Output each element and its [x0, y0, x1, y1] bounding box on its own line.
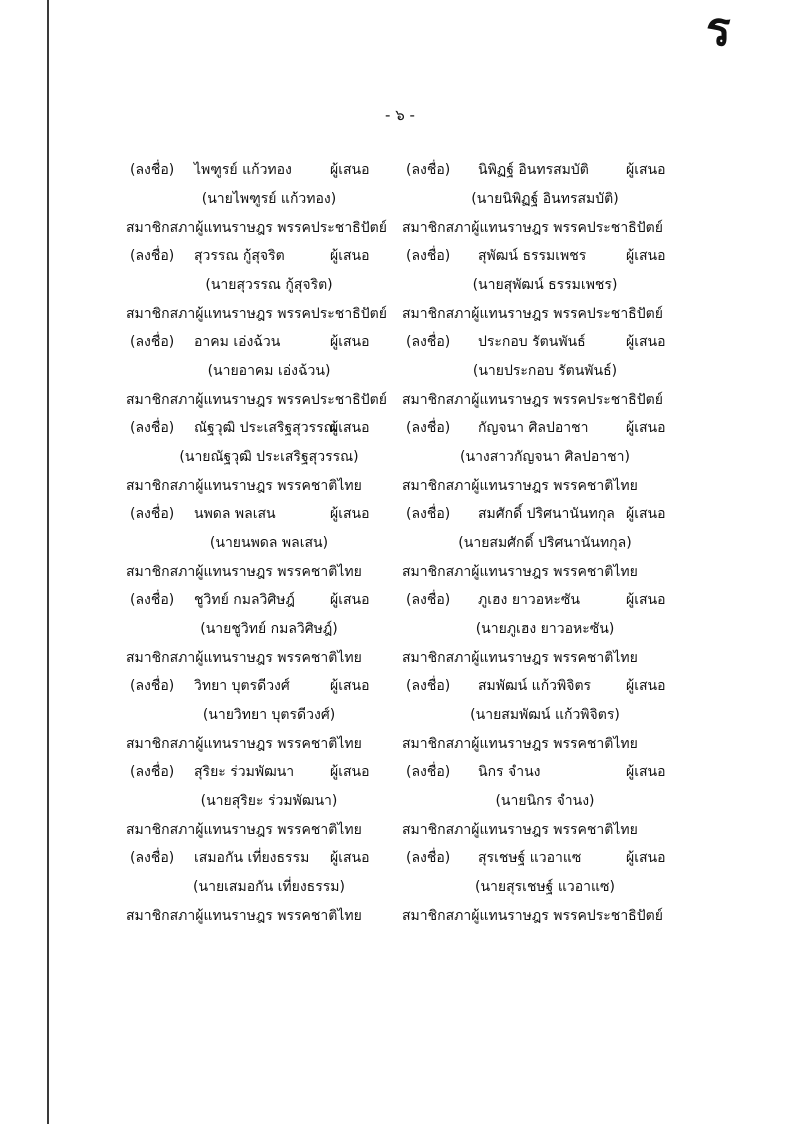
signer-full-name: (นายนพดล พลเสน) — [209, 535, 329, 551]
signer-name: นพดล พลเสน — [194, 506, 276, 522]
sign-tag: (ลงชื่อ) — [130, 678, 175, 694]
sign-tag: (ลงชื่อ) — [130, 506, 175, 522]
signer-full-name: (นายไพฑูรย์ แก้วทอง) — [201, 191, 337, 207]
signatory-block — [124, 249, 414, 335]
member-affiliation: สมาชิกสภาผู้แทนราษฎร พรรคชาติไทย — [126, 736, 362, 752]
signer-role: ผู้เสนอ — [626, 162, 666, 178]
signatory-block — [124, 421, 414, 507]
page-number: - ๖ - — [385, 106, 415, 124]
signer-full-name: (นายสุวรรณ กู้สุจริต) — [205, 277, 333, 293]
signer-name: สุพัฒน์ ธรรมเพชร — [478, 248, 587, 264]
member-affiliation: สมาชิกสภาผู้แทนราษฎร พรรคประชาธิปัตย์ — [402, 908, 663, 924]
sign-tag: (ลงชื่อ) — [130, 764, 175, 780]
signer-role: ผู้เสนอ — [330, 248, 370, 264]
signatory-block — [124, 507, 414, 593]
member-affiliation: สมาชิกสภาผู้แทนราษฎร พรรคชาติไทย — [126, 564, 362, 580]
signer-name: ณัฐวุฒิ ประเสริฐสุวรรณ — [194, 420, 337, 436]
signer-name: สุรเชษฐ์ แวอาแซ — [478, 850, 582, 866]
page-margin-line — [47, 0, 49, 1124]
signer-name: ภูเฮง ยาวอหะซัน — [478, 592, 580, 608]
member-affiliation: สมาชิกสภาผู้แทนราษฎร พรรคชาติไทย — [402, 736, 638, 752]
member-affiliation: สมาชิกสภาผู้แทนราษฎร พรรคชาติไทย — [402, 478, 638, 494]
member-affiliation: สมาชิกสภาผู้แทนราษฎร พรรคประชาธิปัตย์ — [126, 392, 387, 408]
signer-name: อาคม เอ่งฉ้วน — [194, 334, 281, 350]
signer-name: เสมอกัน เที่ยงธรรม — [194, 850, 310, 866]
signer-full-name: (นายสุรเชษฐ์ แวอาแซ) — [475, 879, 615, 895]
signer-name: ไพฑูรย์ แก้วทอง — [194, 162, 292, 178]
signer-full-name: (นายสมพัฒน์ แก้วพิจิตร) — [470, 707, 620, 723]
signatory-block — [124, 163, 414, 249]
signer-name: ชูวิทย์ กมลวิศิษฎ์ — [194, 592, 295, 608]
member-affiliation: สมาชิกสภาผู้แทนราษฎร พรรคชาติไทย — [402, 564, 638, 580]
signer-name: วิทยา บุตรดีวงศ์ — [194, 678, 290, 694]
member-affiliation: สมาชิกสภาผู้แทนราษฎร พรรคชาติไทย — [126, 650, 362, 666]
member-affiliation: สมาชิกสภาผู้แทนราษฎร พรรคประชาธิปัตย์ — [126, 306, 387, 322]
signer-role: ผู้เสนอ — [626, 334, 666, 350]
signer-name: ประกอบ รัตนพันธ์ — [478, 334, 586, 350]
signer-role: ผู้เสนอ — [330, 764, 370, 780]
member-affiliation: สมาชิกสภาผู้แทนราษฎร พรรคชาติไทย — [126, 478, 362, 494]
sign-tag: (ลงชื่อ) — [130, 162, 175, 178]
signer-full-name: (นายณัฐวุฒิ ประเสริฐสุวรรณ) — [179, 449, 359, 465]
signer-role: ผู้เสนอ — [330, 420, 370, 436]
signatory-block — [124, 679, 414, 765]
signer-role: ผู้เสนอ — [626, 764, 666, 780]
member-affiliation: สมาชิกสภาผู้แทนราษฎร พรรคประชาธิปัตย์ — [126, 220, 387, 236]
sign-tag: (ลงชื่อ) — [406, 506, 451, 522]
signer-role: ผู้เสนอ — [626, 506, 666, 522]
member-affiliation: สมาชิกสภาผู้แทนราษฎร พรรคชาติไทย — [402, 650, 638, 666]
signatory-block — [124, 335, 414, 421]
signer-role: ผู้เสนอ — [626, 420, 666, 436]
sign-tag: (ลงชื่อ) — [406, 678, 451, 694]
sign-tag: (ลงชื่อ) — [406, 420, 451, 436]
sign-tag: (ลงชื่อ) — [130, 334, 175, 350]
signer-name: สุวรรณ กู้สุจริต — [194, 248, 285, 264]
member-affiliation: สมาชิกสภาผู้แทนราษฎร พรรคชาติไทย — [126, 908, 362, 924]
signer-role: ผู้เสนอ — [330, 678, 370, 694]
signatory-block — [124, 765, 414, 851]
sign-tag: (ลงชื่อ) — [406, 764, 451, 780]
handwritten-page-mark: ร — [706, 2, 731, 56]
signatory-block — [124, 851, 414, 937]
signer-full-name: (นางสาวกัญจนา ศิลปอาชา) — [460, 449, 630, 465]
sign-tag: (ลงชื่อ) — [406, 162, 451, 178]
sign-tag: (ลงชื่อ) — [406, 334, 451, 350]
signer-full-name: (นายสุริยะ ร่วมพัฒนา) — [200, 793, 338, 809]
signer-name: สมศักดิ์ ปริศนานันทกุล — [478, 506, 615, 522]
signer-full-name: (นายนิพิฏฐ์ อินทรสมบัติ) — [471, 191, 619, 207]
sign-tag: (ลงชื่อ) — [130, 592, 175, 608]
signatory-block — [400, 507, 690, 593]
signatory-block — [400, 593, 690, 679]
signatory-block — [400, 163, 690, 249]
sign-tag: (ลงชื่อ) — [406, 592, 451, 608]
signer-full-name: (นายประกอบ รัตนพันธ์) — [472, 363, 618, 379]
signer-role: ผู้เสนอ — [626, 678, 666, 694]
signer-name: นิกร จำนง — [478, 764, 541, 780]
signatory-block — [400, 335, 690, 421]
signatory-block — [400, 851, 690, 937]
signer-role: ผู้เสนอ — [626, 850, 666, 866]
signatory-block — [400, 679, 690, 765]
signer-role: ผู้เสนอ — [626, 592, 666, 608]
signer-full-name: (นายอาคม เอ่งฉ้วน) — [207, 363, 331, 379]
signer-role: ผู้เสนอ — [330, 506, 370, 522]
signer-name: กัญจนา ศิลปอาชา — [478, 420, 589, 436]
signer-name: นิพิฏฐ์ อินทรสมบัติ — [478, 162, 589, 178]
signer-full-name: (นายชูวิทย์ กมลวิศิษฎ์) — [200, 621, 338, 637]
signer-full-name: (นายสุพัฒน์ ธรรมเพชร) — [472, 277, 618, 293]
signer-full-name: (นายภูเฮง ยาวอหะซัน) — [475, 621, 615, 637]
signer-role: ผู้เสนอ — [330, 592, 370, 608]
signer-full-name: (นายสมศักดิ์ ปริศนานันทกุล) — [458, 535, 632, 551]
member-affiliation: สมาชิกสภาผู้แทนราษฎร พรรคชาติไทย — [402, 822, 638, 838]
sign-tag: (ลงชื่อ) — [130, 248, 175, 264]
member-affiliation: สมาชิกสภาผู้แทนราษฎร พรรคประชาธิปัตย์ — [402, 392, 663, 408]
signatory-block — [400, 249, 690, 335]
sign-tag: (ลงชื่อ) — [406, 850, 451, 866]
signer-full-name: (นายวิทยา บุตรดีวงศ์) — [202, 707, 336, 723]
signer-role: ผู้เสนอ — [330, 850, 370, 866]
member-affiliation: สมาชิกสภาผู้แทนราษฎร พรรคชาติไทย — [126, 822, 362, 838]
member-affiliation: สมาชิกสภาผู้แทนราษฎร พรรคประชาธิปัตย์ — [402, 220, 663, 236]
signer-name: สมพัฒน์ แก้วพิจิตร — [478, 678, 592, 694]
signatory-block — [124, 593, 414, 679]
sign-tag: (ลงชื่อ) — [130, 420, 175, 436]
sign-tag: (ลงชื่อ) — [406, 248, 451, 264]
sign-tag: (ลงชื่อ) — [130, 850, 175, 866]
signer-name: สุริยะ ร่วมพัฒนา — [194, 764, 295, 780]
signer-full-name: (นายนิกร จำนง) — [495, 793, 595, 809]
signer-role: ผู้เสนอ — [330, 162, 370, 178]
signer-full-name: (นายเสมอกัน เที่ยงธรรม) — [193, 879, 345, 895]
signatory-block — [400, 765, 690, 851]
signer-role: ผู้เสนอ — [626, 248, 666, 264]
signatory-block — [400, 421, 690, 507]
member-affiliation: สมาชิกสภาผู้แทนราษฎร พรรคประชาธิปัตย์ — [402, 306, 663, 322]
signer-role: ผู้เสนอ — [330, 334, 370, 350]
